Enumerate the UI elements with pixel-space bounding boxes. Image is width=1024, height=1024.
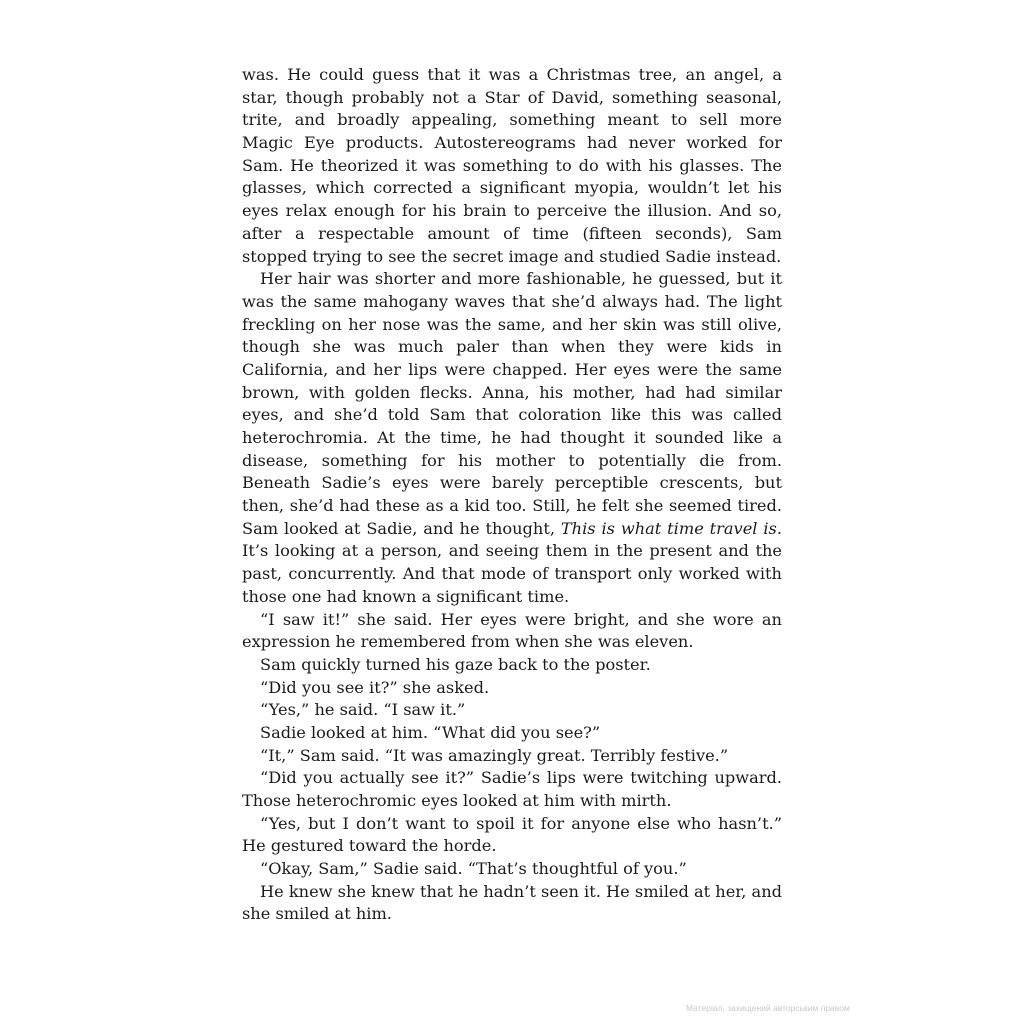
dialogue-actually-see: “Did you actually see it?” Sadie’s lips were twitching upward. Those heterochromic eyes looked at him with mirth. <box>242 768 782 810</box>
paragraph-smiled: He knew she knew that he hadn’t seen it. He smiled at her, and she smiled at him. <box>242 881 782 924</box>
dialogue-did-you-see: “Did you see it?” she asked. <box>260 677 490 697</box>
dialogue-yes-saw: “Yes,” he said. “I saw it.” <box>260 700 466 720</box>
copyright-watermark: Матеріал, захищений авторським правом <box>686 1003 850 1013</box>
paragraph-gaze-back: Sam quickly turned his gaze back to the poster. <box>260 654 651 674</box>
book-page-text <box>242 64 782 926</box>
dialogue-what-did-you-see: Sadie looked at him. “What did you see?” <box>260 722 601 742</box>
paragraph-magic-eye: was. He could guess that it was a Christmas tree, an angel, a star, though probably not a Star of David, something seasonal, trite, and broadly appealing, something meant to sell more Magic Eye products. Autostereograms had never worked for Sam. He theorized it was something to do with his glasses. The glasses, which corrected a significant myopia, wouldn’t let his eyes relax enough for his brain to perceive the illusion. And so, after a respectable amount of time (fifteen seconds), Sam stopped trying to see the secret image and studied Sadie instead. <box>242 65 782 266</box>
dialogue-festive: “It,” Sam said. “It was amazingly great. Terribly festive.” <box>260 745 729 765</box>
paragraph-text-before-italic: Her hair was shorter and more fashionable, he guessed, but it was the same mahogany waves that she’d always had. The light freckling on her nose was the same, and her skin was still olive, though she was much paler than when they were kids in California, and her lips were chapped. Her eyes were the same brown, with golden flecks. Anna, his mother, had had similar eyes, and she’d told Sam that coloration like this was called heterochromia. At the time, he had thought it sounded like a disease, something for his mother to potentially die from. Beneath Sadie’s eyes were barely perceptible crescents, but then, she’d had these as a kid too. Still, he felt she seemed tired. Sam looked at Sadie, and he thought, <box>242 269 782 538</box>
paragraph-sadie-description <box>242 268 782 608</box>
italic-thought: This is what time travel is. <box>560 518 782 538</box>
paragraph-text-after-italic: It’s looking at a person, and seeing them in the present and the past, concurrently. And that mode of transport only worked with those one had known a significant time. <box>242 541 782 606</box>
dialogue-thoughtful: “Okay, Sam,” Sadie said. “That’s thoughtful of you.” <box>260 859 687 879</box>
dialogue-spoil: “Yes, but I don’t want to spoil it for anyone else who hasn’t.” He gestured toward the horde. <box>242 813 782 856</box>
dialogue-i-saw-it: “I saw it!” she said. Her eyes were bright, and she wore an expression he remembered from when she was eleven. <box>242 609 782 652</box>
